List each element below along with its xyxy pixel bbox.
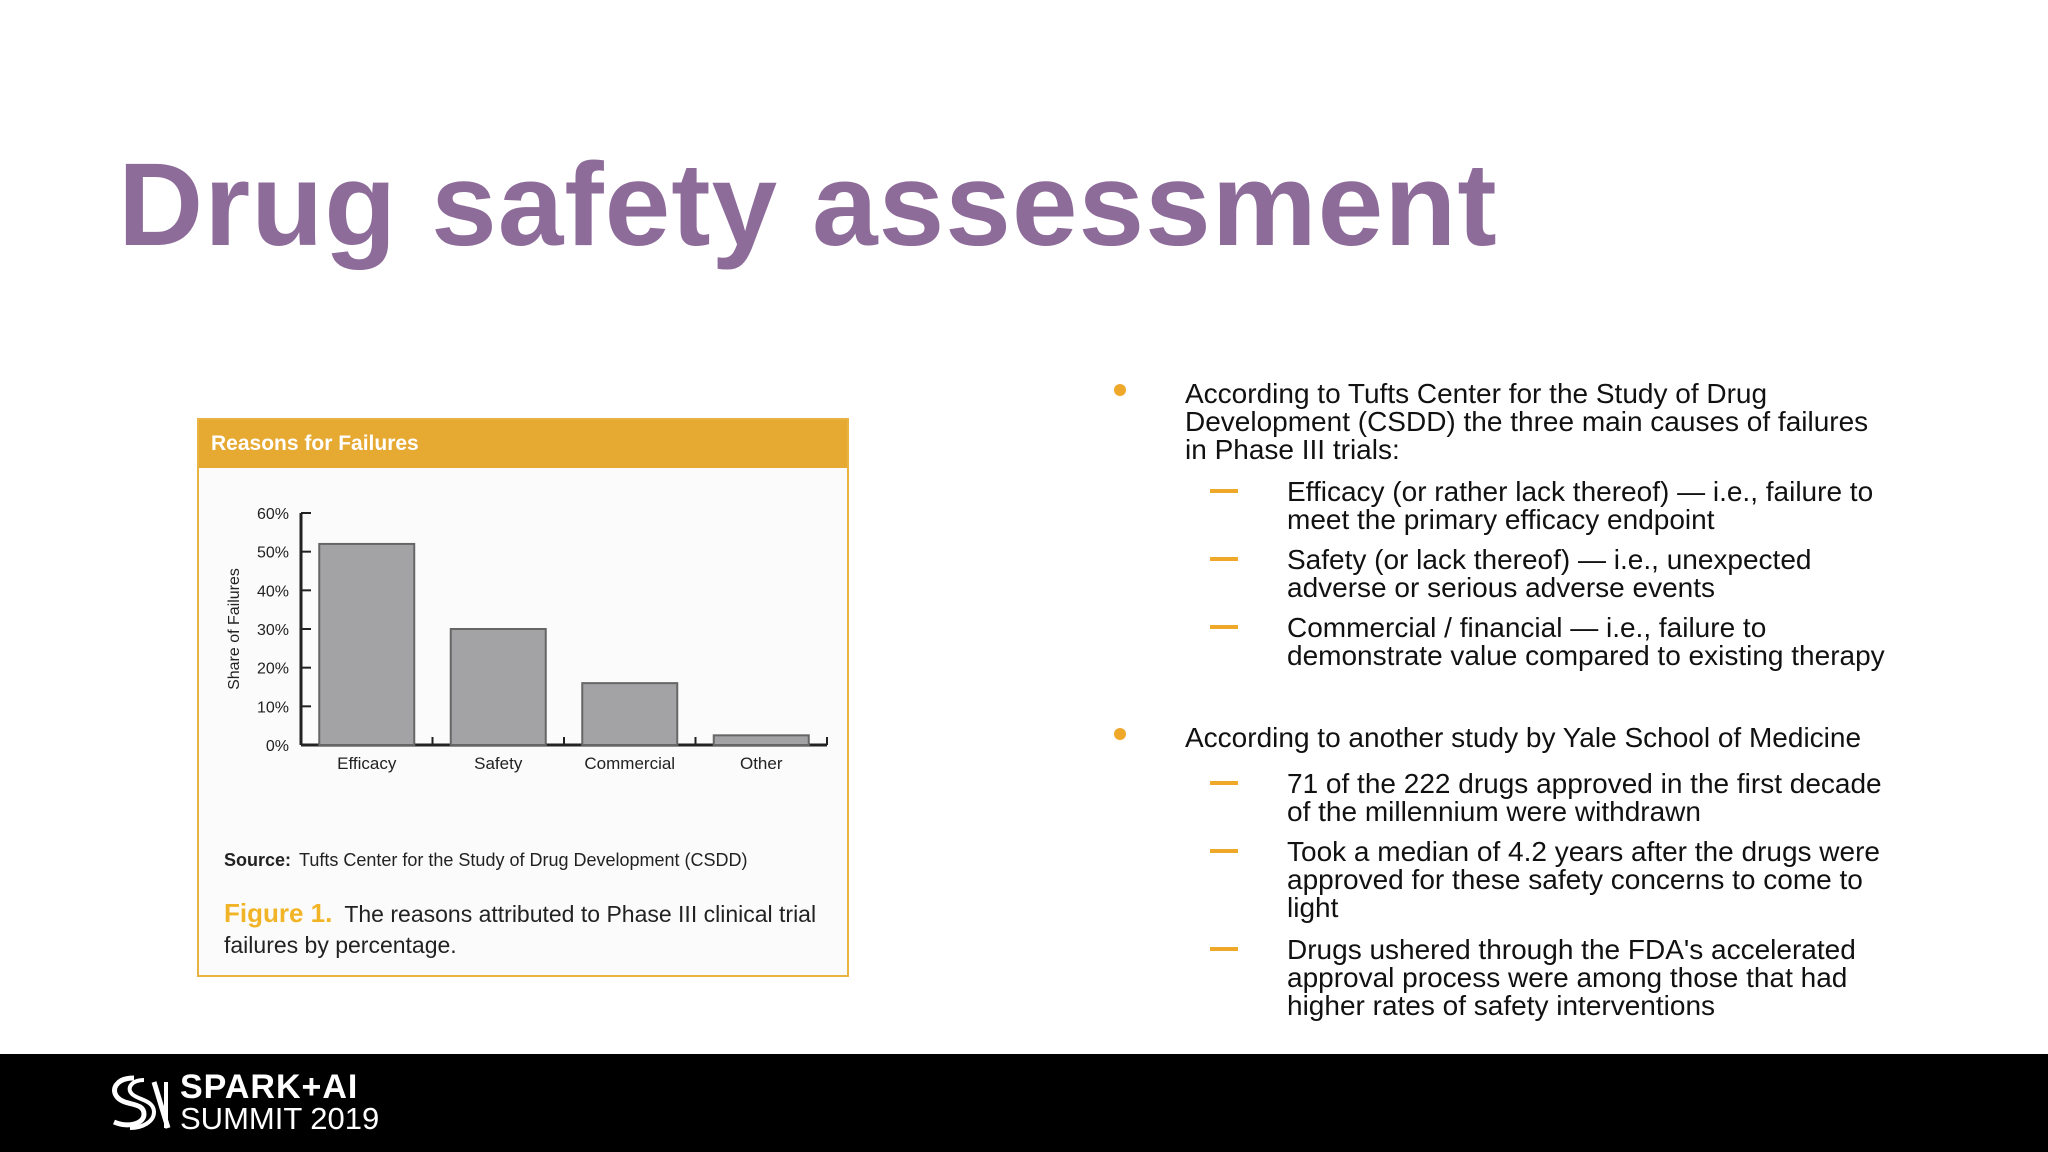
bullet-list bbox=[1100, 0, 2048, 1050]
dash-bullet-icon bbox=[1210, 849, 1238, 853]
x-tick-label: Safety bbox=[474, 754, 523, 773]
figure-source bbox=[224, 850, 748, 871]
sub-bullet-text-line: Efficacy (or rather lack thereof) — i.e., failure to bbox=[1287, 476, 1874, 507]
figure-header: Reasons for Failures bbox=[199, 420, 847, 468]
bar-efficacy bbox=[319, 544, 414, 745]
sub-bullet-text-line: approval process were among those that had bbox=[1287, 962, 1848, 993]
y-axis-title: Share of Failures bbox=[226, 568, 243, 690]
sub-bullet-text-line: 71 of the 222 drugs approved in the first decade bbox=[1287, 768, 1882, 799]
bullet-text-line: According to another study by Yale School of Medicine bbox=[1185, 722, 1862, 753]
sub-bullet-text-line: higher rates of safety interventions bbox=[1287, 990, 1716, 1021]
figure-caption bbox=[224, 898, 834, 961]
bullet-dot-icon bbox=[1114, 728, 1126, 740]
x-tick-label: Efficacy bbox=[337, 754, 397, 773]
sub-bullet-text-line: Took a median of 4.2 years after the drugs were bbox=[1287, 836, 1880, 867]
source-label: Source: bbox=[224, 850, 292, 870]
sub-bullet-text-line: Commercial / financial — i.e., failure to bbox=[1287, 612, 1767, 643]
logo-line-1: SPARK+AI bbox=[180, 1068, 359, 1106]
sub-bullet-text-line: adverse or serious adverse events bbox=[1287, 572, 1715, 603]
sub-bullet-text-line: light bbox=[1287, 892, 1339, 923]
failure-reasons-bar-chart bbox=[199, 468, 847, 838]
spark-ai-logo-icon bbox=[104, 1072, 174, 1134]
y-tick-label: 10% bbox=[256, 699, 289, 717]
x-tick-label: Other bbox=[739, 754, 783, 773]
y-tick-label: 20% bbox=[256, 660, 289, 678]
bullet-text-line: Development (CSDD) the three main causes of failures bbox=[1185, 406, 1869, 437]
sub-bullet-text-line: demonstrate value compared to existing therapy bbox=[1287, 640, 1885, 671]
dash-bullet-icon bbox=[1210, 625, 1238, 629]
failure-reasons-figure bbox=[197, 418, 849, 977]
y-tick-label: 0% bbox=[265, 738, 289, 755]
sub-bullet-text-line: Safety (or lack thereof) — i.e., unexpected bbox=[1287, 544, 1812, 575]
logo-line-2: SUMMIT 2019 bbox=[180, 1101, 380, 1136]
sub-bullet-text-line: approved for these safety concerns to come to bbox=[1287, 864, 1863, 895]
sub-bullet-text-line: Drugs ushered through the FDA's accelerated bbox=[1287, 934, 1856, 965]
bar-safety bbox=[451, 629, 546, 745]
dash-bullet-icon bbox=[1210, 557, 1238, 561]
slide-title: Drug safety assessment bbox=[118, 139, 1498, 271]
bullet-text-line: in Phase III trials: bbox=[1185, 434, 1400, 465]
y-tick-label: 40% bbox=[256, 583, 289, 601]
sub-bullet-text-line: of the millennium were withdrawn bbox=[1287, 796, 1701, 827]
dash-bullet-icon bbox=[1210, 947, 1238, 951]
y-tick-label: 50% bbox=[256, 544, 289, 562]
caption-label: Figure 1. bbox=[224, 898, 333, 928]
source-text: Tufts Center for the Study of Drug Development (CSDD) bbox=[299, 850, 748, 870]
dash-bullet-icon bbox=[1210, 781, 1238, 785]
caption-text: The reasons attributed to Phase III clinical trial failures by percentage. bbox=[224, 901, 817, 958]
bar-other bbox=[714, 735, 809, 745]
bullet-text-line: According to Tufts Center for the Study of Drug bbox=[1185, 378, 1768, 409]
sub-bullet-text-line: meet the primary efficacy endpoint bbox=[1287, 504, 1715, 535]
y-tick-label: 60% bbox=[256, 506, 289, 523]
spark-ai-summit-logo bbox=[104, 1068, 380, 1136]
y-tick-label: 30% bbox=[256, 622, 289, 639]
bar-commercial bbox=[582, 683, 677, 745]
dash-bullet-icon bbox=[1210, 489, 1238, 493]
bullet-dot-icon bbox=[1114, 384, 1126, 396]
footer-bar bbox=[0, 1054, 2048, 1152]
x-tick-label: Commercial bbox=[584, 754, 676, 773]
